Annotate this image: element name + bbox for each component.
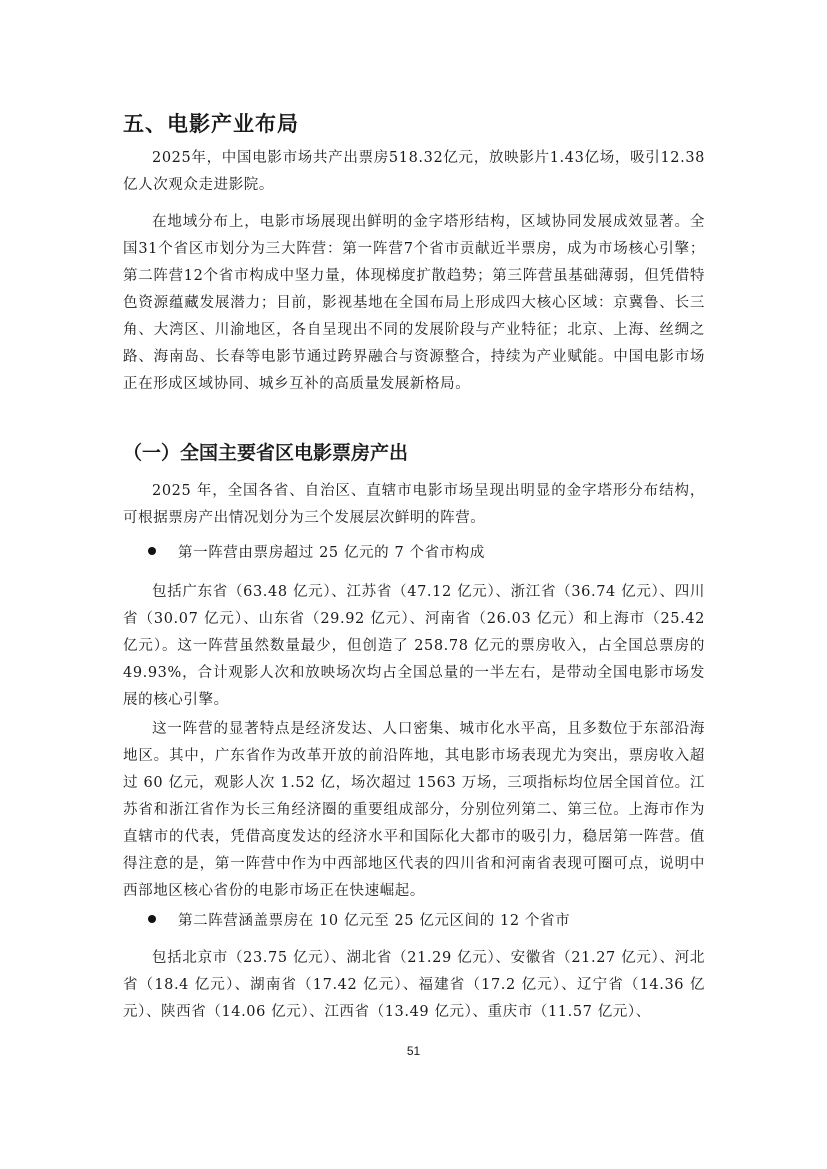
bullet-dot-icon — [148, 547, 156, 555]
paragraph-pyramid-structure: 2025 年，全国各省、自治区、直辖市电影市场呈现出明显的金字塔形分布结构，可根据票房产出情况划分为三个发展层次鲜明的阵营。 — [123, 483, 705, 526]
bullet-item-first-tier — [148, 540, 708, 567]
bullet-item-second-tier — [148, 908, 708, 935]
bullet-text: 第二阵营涵盖票房在 10 亿元至 25 亿元区间的 12 个省市 — [178, 913, 571, 929]
paragraph-box-office-summary: 2025年，中国电影市场共产出票房518.32亿元，放映影片1.43亿场，吸引12.38亿人次观众走进影院。 — [123, 150, 705, 193]
bullet-dot-icon — [148, 915, 156, 923]
page-number: 51 — [406, 1044, 421, 1058]
bullet-text: 第一阵营由票房超过 25 亿元的 7 个省市构成 — [178, 545, 486, 561]
subsection-title: （一）全国主要省区电影票房产出 — [123, 442, 409, 464]
paragraph-second-tier-provinces: 包括北京市（23.75 亿元）、湖北省（21.29 亿元）、安徽省（21.27 亿元）、河北省（18.4 亿元）、湖南省（17.42 亿元）、福建省（17.2 亿元）、辽宁省（14.36 亿元）、陕西省（14.06 亿元）、江西省（13.49 亿元）、重庆市（11.57 亿元）、 — [123, 950, 705, 1020]
paragraph-regional-distribution: 在地域分布上，电影市场展现出鲜明的金字塔形结构，区域协同发展成效显著。全国31个省区市划分为三大阵营：第一阵营7个省市贡献近半票房，成为市场核心引擎；第二阵营12个省市构成中坚力量，体现梯度扩散趋势；第三阵营虽基础薄弱，但凭借特色资源蕴藏发展潜力；目前，影视基地在全国布局上形成四大核心区域：京冀鲁、长三角、大湾区、川渝地区，各自呈现出不同的发展阶段与产业特征；北京、上海、丝绸之路、海南岛、长春等电影节通过跨界融合与资源整合，持续为产业赋能。中国电影市场正在形成区域协同、城乡互补的高质量发展新格局。 — [123, 214, 705, 392]
paragraph-first-tier-provinces: 包括广东省（63.48 亿元）、江苏省（47.12 亿元）、浙江省（36.74 亿元）、四川省（30.07 亿元）、山东省（29.92 亿元）、河南省（26.03 亿元）和上海市（25.42 亿元）。这一阵营虽然数量最少，但创造了 258.78 亿元的票房收入，占全国总票房的 49.93%，合计观影人次和放映场次均占全国总量的一半左右，是带动全国电影市场发展的核心引擎。 — [123, 584, 705, 708]
section-title: 五、电影产业布局 — [123, 112, 299, 136]
paragraph-first-tier-features: 这一阵营的显著特点是经济发达、人口密集、城市化水平高，且多数位于东部沿海地区。其中，广东省作为改革开放的前沿阵地，其电影市场表现尤为突出，票房收入超过 60 亿元，观影人次 1.52 亿，场次超过 1563 万场，三项指标均位居全国首位。江苏省和浙江省作为长三角经济圈的重要组成部分，分别位列第二、第三位。上海市作为直辖市的代表，凭借高度发达的经济水平和国际化大都市的吸引力，稳居第一阵营。值得注意的是，第一阵营中作为中西部地区代表的四川省和河南省表现可圈可点，说明中西部地区核心省份的电影市场正在快速崛起。 — [123, 721, 705, 899]
